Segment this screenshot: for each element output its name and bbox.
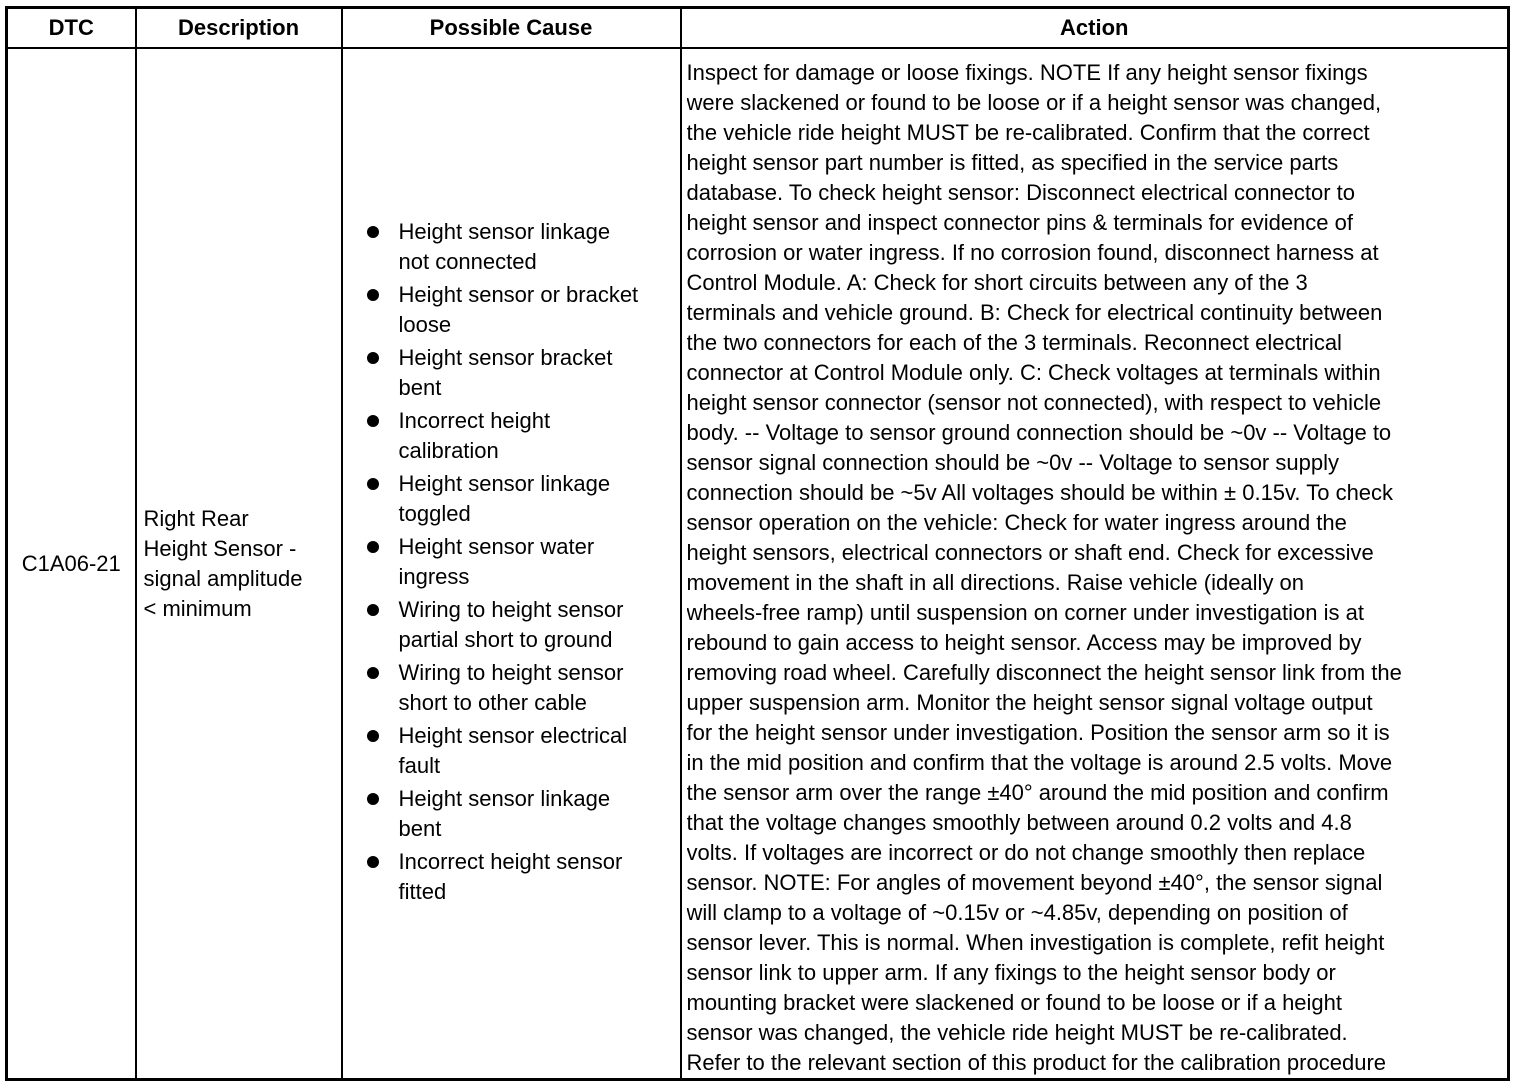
cause-text: fitted [398,879,447,904]
action-line: will clamp to a voltage of ~0.15v or ~4.85v, depending on position of [686,900,1348,925]
action-line: in the mid position and confirm that the voltage is around 2.5 volts. Move [686,750,1393,775]
dtc-table [5,6,1510,1081]
possible-cause-cell [342,48,681,1080]
cause-text: Incorrect height sensor [398,849,623,874]
action-line: Refer to the relevant section of this product for the calibration procedure [686,1050,1386,1075]
cause-item [343,217,680,277]
bullet-icon [367,289,379,301]
header-possible-cause: Possible Cause [342,8,681,49]
action-line: connector at Control Module only. C: Check voltages at terminals within [686,360,1381,385]
bullet-icon [367,856,379,868]
cause-text: loose [398,312,452,337]
action-line: rebound to gain access to height sensor. Access may be improved by [686,630,1362,655]
cause-item [343,343,680,403]
action-line: the sensor arm over the range ±40° around the mid position and confirm [686,780,1389,805]
cause-text: fault [398,753,441,778]
action-line: the two connectors for each of the 3 terminals. Reconnect electrical [686,330,1342,355]
action-line: height sensor part number is fitted, as specified in the service parts [686,150,1339,175]
action-line: upper suspension arm. Monitor the height sensor signal voltage output [686,690,1373,715]
cause-text: Height sensor or bracket [398,282,639,307]
bullet-icon [367,667,379,679]
action-line: height sensor connector (sensor not connected), with respect to vehicle [686,390,1382,415]
bullet-icon [367,415,379,427]
action-line: height sensors, electrical connectors or shaft end. Check for excessive [686,540,1374,565]
action-line: sensor was changed, the vehicle ride height MUST be re-calibrated. [686,1020,1348,1045]
cause-text: bent [398,375,442,400]
action-line: database. To check height sensor: Disconnect electrical connector to [686,180,1356,205]
cause-text: Height sensor linkage [398,786,611,811]
action-line: the vehicle ride height MUST be re-calibrated. Confirm that the correct [686,120,1370,145]
description-cell [136,48,342,1080]
action-line: removing road wheel. Carefully disconnect the height sensor link from the [686,660,1402,685]
bullet-icon [367,604,379,616]
cause-text: Wiring to height sensor [398,597,624,622]
cause-item [343,847,680,907]
cause-list [343,217,680,907]
action-line: corrosion or water ingress. If no corrosion found, disconnect harness at [686,240,1379,265]
action-line: were slackened or found to be loose or if a height sensor was changed, [686,90,1382,115]
cause-text: Wiring to height sensor [398,660,624,685]
cause-item [343,532,680,592]
bullet-icon [367,226,379,238]
action-line: Inspect for damage or loose fixings. NOTE If any height sensor fixings [686,60,1368,85]
bullet-icon [367,478,379,490]
cause-item [343,595,680,655]
cause-item [343,469,680,529]
dtc-code: C1A06-21 [7,48,136,1080]
cause-text: Height sensor bracket [398,345,613,370]
action-line: sensor signal connection should be ~0v -- Voltage to sensor supply [686,450,1339,475]
cause-text: Height sensor water [398,534,595,559]
header-action: Action [681,8,1509,49]
cause-item [343,721,680,781]
header-row [7,8,1509,49]
action-line: sensor link to upper arm. If any fixings to the height sensor body or [686,960,1336,985]
cause-text: calibration [398,438,499,463]
action-line: sensor lever. This is normal. When investigation is complete, refit height [686,930,1385,955]
cause-text: Height sensor linkage [398,471,611,496]
action-line: height sensor and inspect connector pins & terminals for evidence of [686,210,1353,235]
table-row [7,48,1509,1080]
cause-text: Height sensor electrical [398,723,628,748]
description-line: Height Sensor - [143,535,297,561]
description-line: < minimum [143,595,252,621]
cause-text: Incorrect height [398,408,551,433]
header-dtc: DTC [7,8,136,49]
bullet-icon [367,793,379,805]
bullet-icon [367,730,379,742]
cause-text: ingress [398,564,470,589]
action-line: Control Module. A: Check for short circuits between any of the 3 [686,270,1308,295]
description-line: Right Rear [143,505,249,531]
action-line: for the height sensor under investigation. Position the sensor arm so it is [686,720,1390,745]
cause-text: toggled [398,501,471,526]
action-text [687,58,1504,1078]
cause-text: bent [398,816,442,841]
action-line: mounting bracket were slackened or found to be loose or if a height [686,990,1343,1015]
cause-item [343,406,680,466]
action-line: volts. If voltages are incorrect or do not change smoothly then replace [686,840,1366,865]
cause-text: not connected [398,249,537,274]
header-description: Description [136,8,342,49]
cause-text: Height sensor linkage [398,219,611,244]
action-line: sensor operation on the vehicle: Check for water ingress around the [686,510,1347,535]
description-line: signal amplitude [143,565,303,591]
action-line: sensor. NOTE: For angles of movement beyond ±40°, the sensor signal [686,870,1383,895]
cause-text: short to other cable [398,690,587,715]
bullet-icon [367,352,379,364]
action-line: terminals and vehicle ground. B: Check for electrical continuity between [686,300,1383,325]
cause-text: partial short to ground [398,627,613,652]
cause-item [343,658,680,718]
action-line: body. -- Voltage to sensor ground connection should be ~0v -- Voltage to [686,420,1392,445]
action-line: connection should be ~5v All voltages should be within ± 0.15v. To check [686,480,1394,505]
cause-item [343,784,680,844]
action-line: movement in the shaft in all directions. Raise vehicle (ideally on [686,570,1305,595]
action-line: wheels-free ramp) until suspension on corner under investigation is at [686,600,1364,625]
bullet-icon [367,541,379,553]
cause-item [343,280,680,340]
action-cell [681,48,1509,1080]
action-line: that the voltage changes smoothly between around 0.2 volts and 4.8 [686,810,1352,835]
